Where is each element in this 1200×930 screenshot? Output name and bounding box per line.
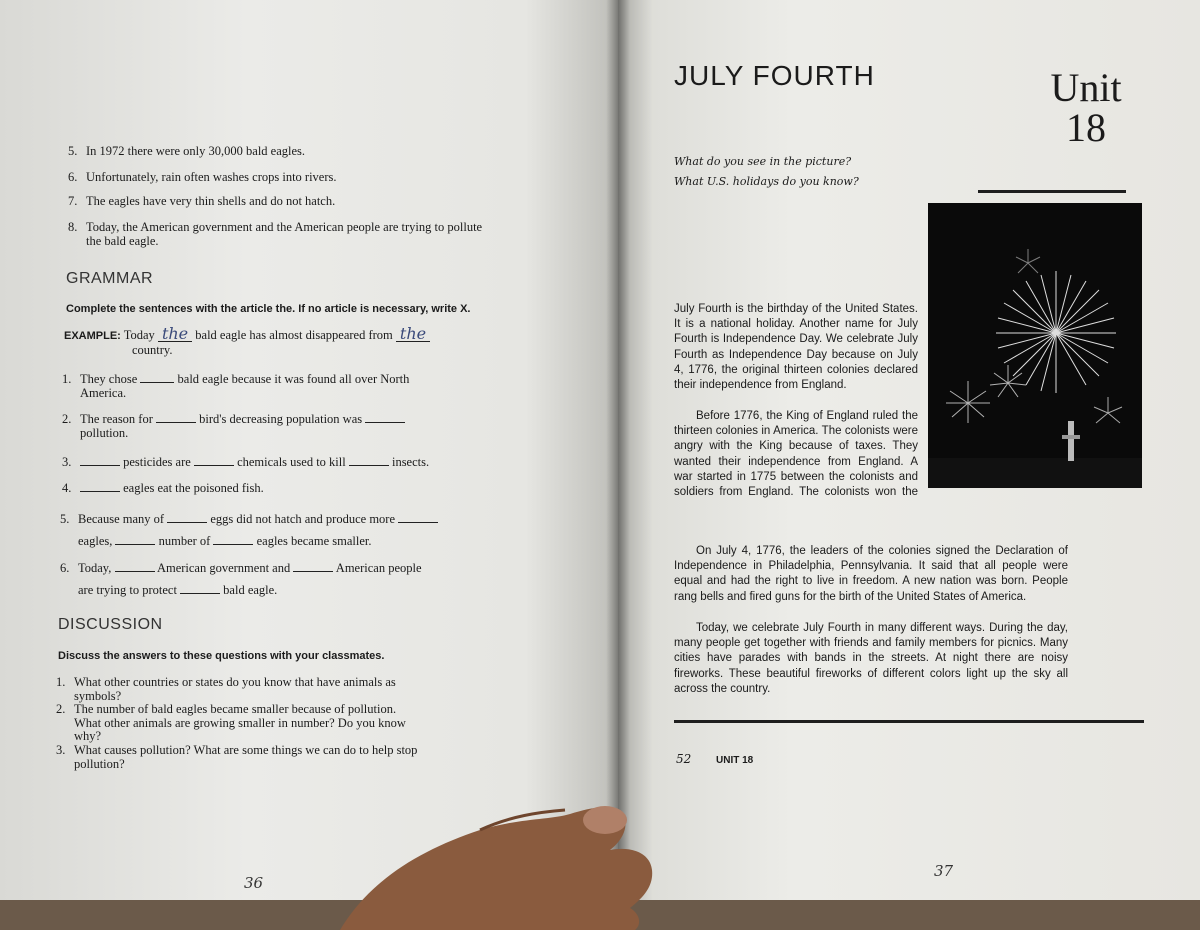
item-text: Today, xyxy=(78,561,112,575)
answer-blank[interactable] xyxy=(194,455,234,466)
answer-blank[interactable] xyxy=(80,455,120,466)
grammar-item-1 xyxy=(62,372,582,400)
item-number: 4. xyxy=(62,481,72,495)
item-text-continued: number of xyxy=(158,534,211,548)
answer-blank[interactable] xyxy=(115,561,155,572)
answer-blank[interactable] xyxy=(80,481,120,492)
handwritten-page-number: 36 xyxy=(244,874,264,892)
paragraph-text: Today, we celebrate July Fourth in many different ways. During the day, many people get together with friends and family members for picnics. Many cities have parades with bands in the streets. At night there are noisy fireworks. These beautiful fireworks of different colors light up the sky all across the country. xyxy=(674,622,1068,695)
item-text-continued: eagles became smaller. xyxy=(256,534,372,548)
article-paragraph-2-bottom xyxy=(674,500,1068,546)
item-number: 6. xyxy=(68,170,78,184)
grammar-item-6 xyxy=(60,557,590,601)
true-false-item-7 xyxy=(68,194,588,208)
question-number: 3. xyxy=(56,743,66,757)
warmup-question: What U.S. holidays do you know? xyxy=(674,175,859,188)
item-text: chemicals used to kill xyxy=(237,455,346,469)
article-paragraph-3 xyxy=(674,544,1068,605)
warmup-questions xyxy=(674,152,974,192)
item-number: 1. xyxy=(62,372,72,386)
paragraph-text: On July 4, 1776, the leaders of the colonies signed the Declaration of Independence in Philadelphia, Pennsylvania. It said that all people were equal and had the right to live in freedom. A new nation was born. People rang bells and fired guns for the birth of the United States of America. xyxy=(674,545,1068,603)
item-text: pesticides are xyxy=(123,455,191,469)
item-text-continued: are trying to protect xyxy=(78,583,177,597)
question-text: What other animals are growing smaller in number? Do you know xyxy=(74,715,406,730)
discussion-instruction: Discuss the answers to these questions with your classmates. xyxy=(58,650,385,662)
item-number: 8. xyxy=(68,220,78,234)
true-false-item-6 xyxy=(68,170,588,184)
discussion-question-3 xyxy=(56,744,586,771)
footer-rule xyxy=(674,720,1144,723)
article-paragraph-2-top xyxy=(674,409,918,499)
item-number: 5. xyxy=(60,512,70,526)
answer-blank[interactable] xyxy=(349,455,389,466)
answer-blank[interactable] xyxy=(365,412,405,423)
item-text: Today, the American government and the American people are trying to pollute xyxy=(86,220,483,234)
handwritten-page-number: 37 xyxy=(934,862,954,880)
question-text: symbols? xyxy=(74,688,122,703)
fireworks-photo xyxy=(928,203,1142,488)
item-text: bird's decreasing population was xyxy=(199,412,363,426)
divider-rule xyxy=(978,190,1126,193)
answer-blank[interactable] xyxy=(156,412,196,423)
item-text: Unfortunately, rain often washes crops into rivers. xyxy=(86,170,337,184)
warmup-question: What do you see in the picture? xyxy=(674,155,852,168)
item-number: 5. xyxy=(68,144,78,158)
true-false-item-5 xyxy=(68,144,588,158)
grammar-item-4 xyxy=(62,481,582,495)
question-text: The number of bald eagles became smaller because of pollution. xyxy=(74,702,397,716)
question-number: 2. xyxy=(56,702,66,716)
lesson-title: JULY FOURTH xyxy=(674,60,875,91)
article-paragraph-4 xyxy=(674,621,1068,697)
item-number: 6. xyxy=(60,561,70,575)
answer-blank[interactable] xyxy=(167,512,207,523)
item-text: American people xyxy=(335,561,422,575)
paragraph-text: Before 1776, the King of England ruled the thirteen colonies in America. The colonists were angry with the King because of taxes. They wanted their independence from England. A war started in 1775 between the colonists and soldiers from England. The colonists won the xyxy=(674,410,918,499)
item-text: The reason for xyxy=(80,412,153,426)
true-false-item-8 xyxy=(68,220,568,248)
item-text: Because many of xyxy=(78,512,165,526)
item-number: 3. xyxy=(62,455,72,469)
grammar-item-5 xyxy=(60,508,590,552)
right-page xyxy=(618,0,1200,900)
article-paragraph-1 xyxy=(674,302,918,393)
item-text-continued: pollution. xyxy=(80,426,129,440)
answer-blank[interactable] xyxy=(398,512,438,523)
fireworks-illustration xyxy=(928,203,1142,488)
printed-page-number: 52 xyxy=(676,752,692,766)
grammar-item-2 xyxy=(62,412,582,440)
item-text: bald eagle because it was found all over North xyxy=(177,372,410,386)
unit-badge xyxy=(1036,65,1136,150)
grammar-item-3 xyxy=(62,455,592,469)
example-label: EXAMPLE: xyxy=(64,330,121,342)
item-text: In 1972 there were only 30,000 bald eagles. xyxy=(86,144,306,158)
answer-blank[interactable] xyxy=(293,561,333,572)
item-text: American government and xyxy=(156,561,291,575)
example-text: bald eagle has almost disappeared from xyxy=(195,328,393,342)
unit-word: Unit xyxy=(1050,65,1122,110)
item-number: 7. xyxy=(68,194,78,208)
question-text: why? xyxy=(74,729,102,743)
answer-blank[interactable] xyxy=(213,534,253,545)
item-text: insects. xyxy=(391,455,430,469)
item-text-continued: eagles, xyxy=(78,534,113,548)
handwritten-answer: the xyxy=(396,327,430,342)
grammar-heading: GRAMMAR xyxy=(66,270,154,287)
question-number: 1. xyxy=(56,675,66,689)
item-number: 2. xyxy=(62,412,72,426)
item-text: They chose xyxy=(80,372,138,386)
item-text: eggs did not hatch and produce more xyxy=(210,512,395,526)
handwritten-answer: the xyxy=(158,327,192,342)
question-text: What causes pollution? What are some things we can do to help stop xyxy=(74,743,418,757)
grammar-instruction: Complete the sentences with the article the. If no article is necessary, write X. xyxy=(66,303,471,315)
discussion-question-2 xyxy=(56,703,586,744)
example-text: country. xyxy=(132,343,173,357)
answer-blank[interactable] xyxy=(115,534,155,545)
item-text-continued: America. xyxy=(80,386,127,400)
answer-blank[interactable] xyxy=(180,583,220,594)
footer-unit-label: UNIT 18 xyxy=(716,755,754,766)
discussion-heading: DISCUSSION xyxy=(58,616,163,633)
question-text: pollution? xyxy=(74,756,125,771)
question-text: What other countries or states do you know that have animals as xyxy=(74,675,396,689)
grammar-example xyxy=(64,324,584,357)
item-text: The eagles have very thin shells and do not hatch. xyxy=(86,194,336,208)
answer-blank[interactable] xyxy=(140,372,174,383)
book-spine-shadow xyxy=(606,0,630,900)
item-text: eagles eat the poisoned fish. xyxy=(123,481,264,495)
item-text-continued: bald eagle. xyxy=(223,583,278,597)
example-text: Today xyxy=(123,328,155,342)
discussion-question-1 xyxy=(56,676,586,703)
unit-number: 18 xyxy=(1066,105,1106,150)
left-page xyxy=(0,0,618,900)
holding-hand xyxy=(330,790,670,930)
paragraph-text: July Fourth is the birthday of the United States. It is a national holiday. Another name for July Fourth is Independence Day. We celebrate July Fourth as Independence Day because on July 4, 1776, the original thirteen colonies declared their independence from England. xyxy=(674,303,918,392)
item-text-continued: the bald eagle. xyxy=(86,234,159,248)
